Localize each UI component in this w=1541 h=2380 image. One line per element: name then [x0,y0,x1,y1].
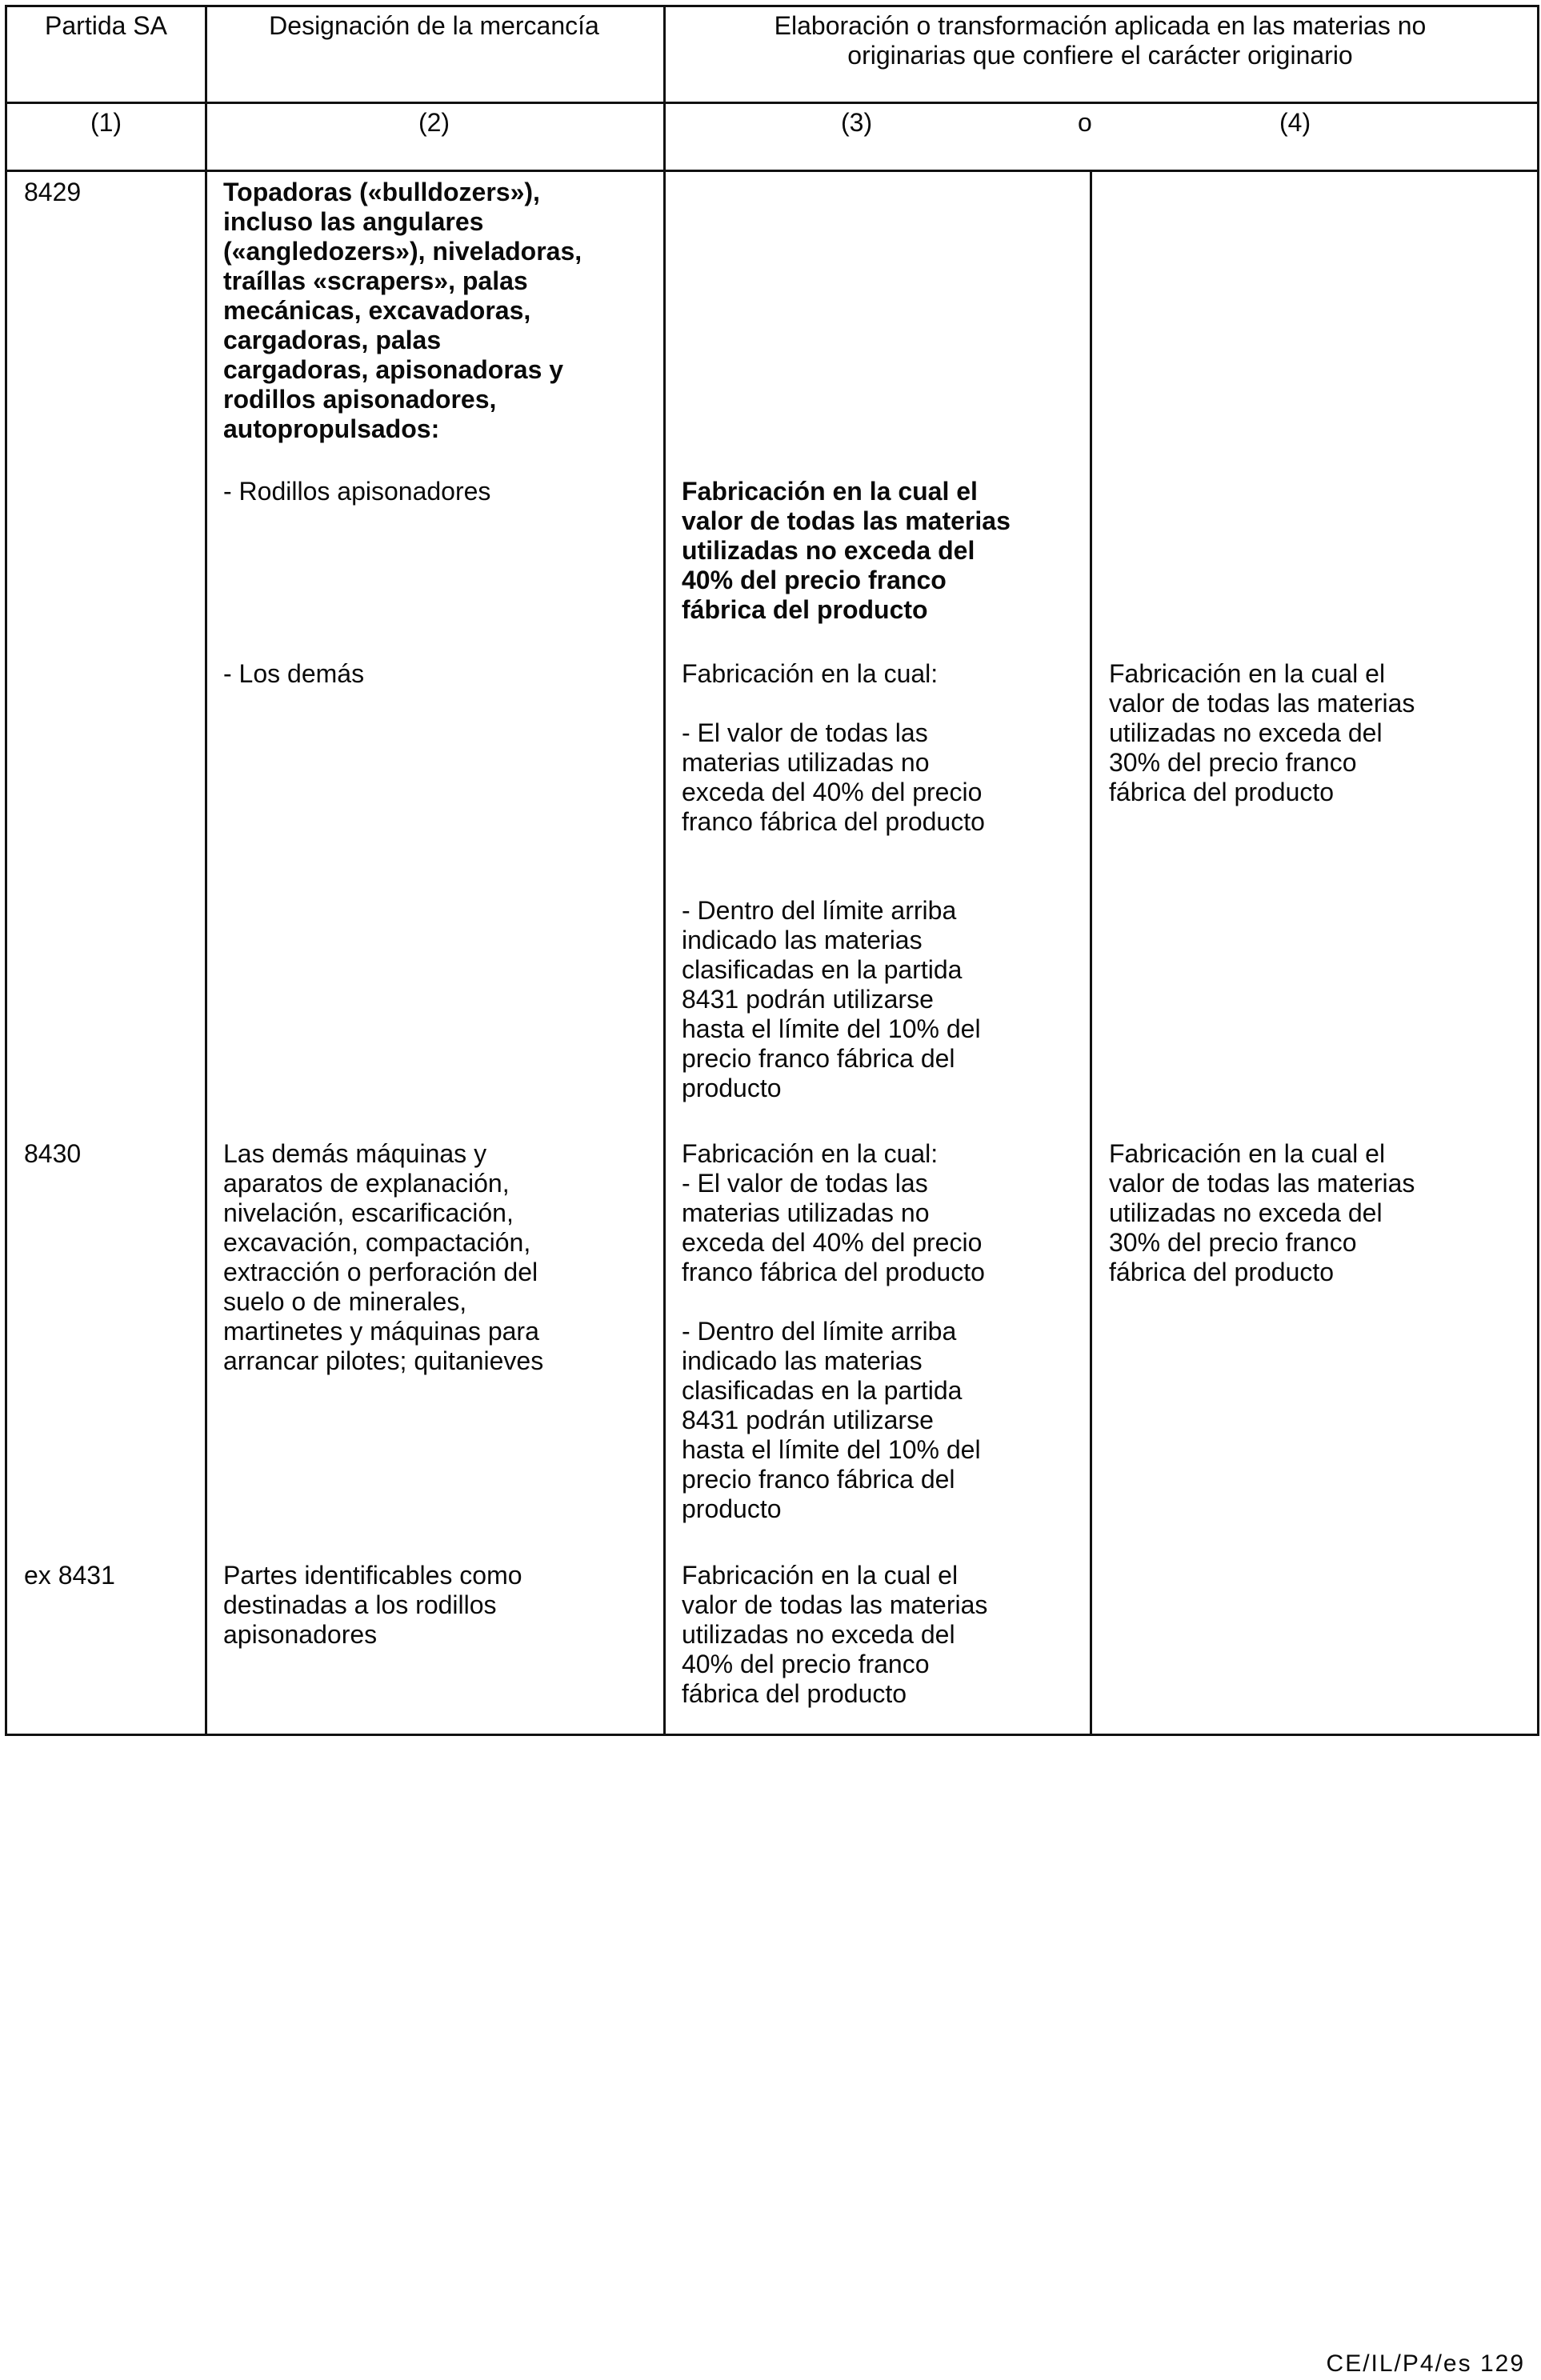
column-number-4: (4) [1279,108,1311,137]
header-designacion: Designación de la mercancía [269,11,599,40]
rule-rodillos-col3: Fabricación en la cual el valor de todas las materias utilizadas no exceda del 40% del precio franco fábrica del producto [682,477,1011,624]
rule-los-demas-col3-value: - El valor de todas las materias utilizadas no exceda del 40% del precio franco fábrica del producto [682,718,985,836]
column-number-2: (2) [418,108,450,137]
hs-code-8430: 8430 [24,1139,82,1168]
designation-los-demas: - Los demás [223,659,365,688]
page-reference: CE/IL/P4/es 129 [1326,2350,1525,2377]
designation-ex-8431: Partes identificables como destinadas a los rodillos apisonadores [223,1561,522,1649]
column-number-divider [7,170,1537,172]
header-elaboracion: Elaboración o transformación aplicada en las materias no originarias que confiere el carácter originario [774,11,1427,70]
column-divider-3 [1090,172,1092,1734]
designation-rodillos: - Rodillos apisonadores [223,477,491,506]
column-number-3: (3) [841,108,873,137]
column-number-or: o [1078,108,1092,137]
rule-los-demas-col4: Fabricación en la cual el valor de todas las materias utilizadas no exceda del 30% del precio franco fábrica del producto [1109,659,1415,806]
rule-ex-8431-col3: Fabricación en la cual el valor de todas las materias utilizadas no exceda del 40% del precio franco fábrica del producto [682,1561,988,1708]
header-divider [7,102,1537,104]
column-number-1: (1) [90,108,122,137]
rule-8430-col3-value: Fabricación en la cual: - El valor de todas las materias utilizadas no exceda del 40% del precio franco fábrica del producto [682,1139,985,1286]
rule-8430-col4: Fabricación en la cual el valor de todas las materias utilizadas no exceda del 30% del precio franco fábrica del producto [1109,1139,1415,1286]
header-partida-sa: Partida SA [45,11,167,40]
designation-8430: Las demás máquinas y aparatos de explanación, nivelación, escarificación, excavación, compactación, extracción o perforación del suelo o de minerales, martinetes y máquinas para arrancar pilotes; quitanieves [223,1139,544,1375]
rule-8430-col3-limit: - Dentro del límite arriba indicado las materias clasificadas en la partida 8431 podrán utilizarse hasta el límite del 10% del precio franco fábrica del producto [682,1317,981,1523]
rule-los-demas-col3-limit: - Dentro del límite arriba indicado las materias clasificadas en la partida 8431 podrán utilizarse hasta el límite del 10% del precio franco fábrica del producto [682,896,981,1102]
rule-los-demas-col3-intro: Fabricación en la cual: [682,659,939,688]
designation-8429: Topadoras («bulldozers»), incluso las angulares («angledozers»), niveladoras, traíllas «scrapers», palas mecánicas, excavadoras, cargadoras, palas cargadoras, apisonadoras y rodillos apisonadores, autopropulsados: [223,178,582,443]
column-divider-1 [205,7,207,1734]
column-divider-2 [663,7,666,1734]
hs-code-8429: 8429 [24,178,82,206]
hs-code-ex-8431: ex 8431 [24,1561,115,1590]
